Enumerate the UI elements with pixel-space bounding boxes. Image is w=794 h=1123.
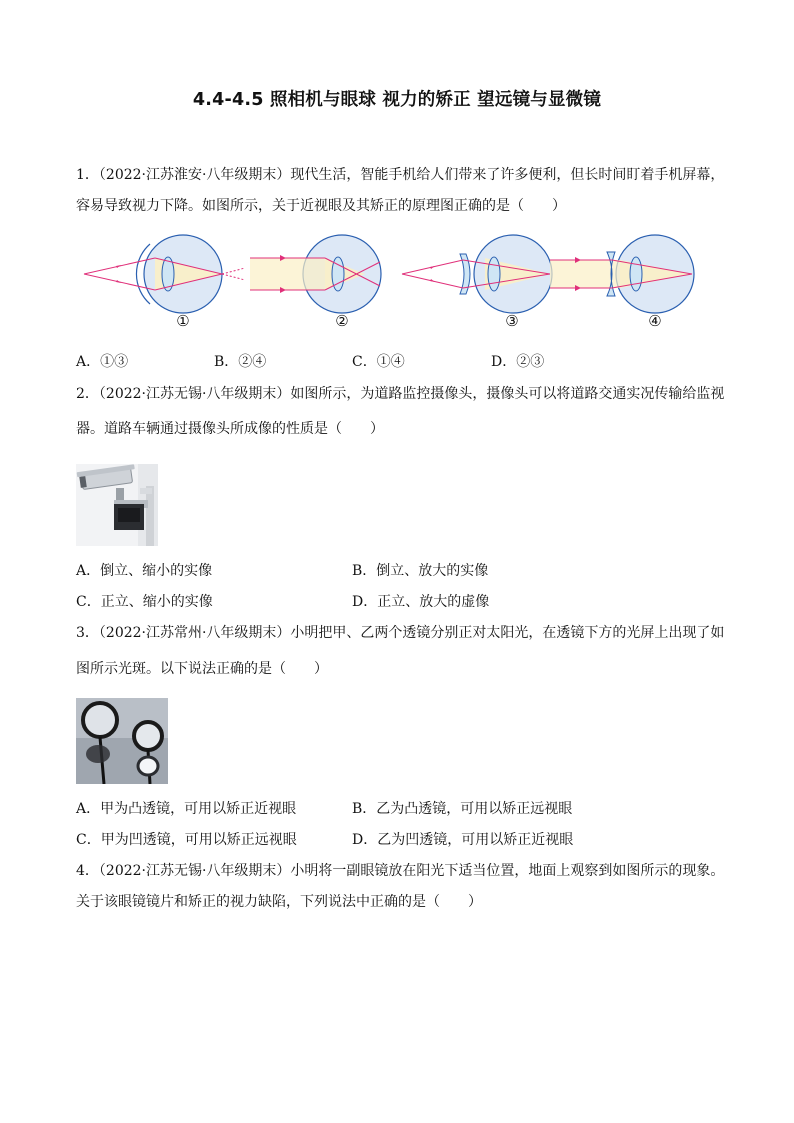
eye-diagram-1	[84, 235, 245, 313]
q2-option-d[interactable]: D．正立、放大的虚像	[352, 594, 490, 610]
question-3-text-line2: 图所示光斑。以下说法正确的是（ ）	[76, 661, 328, 677]
eye-diagram-2	[250, 235, 381, 313]
question-2-text-line2: 器。道路车辆通过摄像头所成像的性质是（ ）	[76, 421, 384, 437]
q3-option-b[interactable]: B．乙为凸透镜，可用以矫正远视眼	[352, 801, 573, 817]
question-2-text-line1: 2．（2022·江苏无锡·八年级期末）如图所示，为道路监控摄像头，摄像头可以将道路交通实况传输给监视	[76, 386, 725, 402]
eye-label-4: ④	[648, 312, 662, 330]
q1-option-c[interactable]: C．①④	[352, 354, 405, 370]
question-4-text-line1: 4．（2022·江苏无锡·八年级期末）小明将一副眼镜放在阳光下适当位置，地面上观察到如图所示的现象。	[76, 863, 725, 879]
question-4-text-line2: 关于该眼镜镜片和矫正的视力缺陷，下列说法中正确的是（ ）	[76, 894, 482, 910]
q2-option-a[interactable]: A．倒立、缩小的实像	[76, 563, 213, 579]
question-3-text-line1: 3．（2022·江苏常州·八年级期末）小明把甲、乙两个透镜分别正对太阳光，在透镜下方的光屏上出现了如	[76, 625, 725, 641]
surveillance-camera-image	[76, 464, 158, 546]
eye-diagram-4	[550, 235, 694, 313]
q3-option-c[interactable]: C．甲为凹透镜，可用以矫正远视眼	[76, 832, 297, 848]
question-1-text-line2: 容易导致视力下降。如图所示，关于近视眼及其矫正的原理图正确的是（ ）	[76, 198, 566, 214]
q1-option-a[interactable]: A．①③	[76, 354, 129, 370]
eye-label-2: ②	[335, 312, 349, 330]
eye-label-3: ③	[505, 312, 519, 330]
q2-option-c[interactable]: C．正立、缩小的实像	[76, 594, 213, 610]
page-title: 4.4-4.5 照相机与眼球 视力的矫正 望远镜与显微镜	[192, 90, 602, 110]
q2-option-b[interactable]: B．倒立、放大的实像	[352, 563, 489, 579]
q1-option-b[interactable]: B．②④	[214, 354, 267, 370]
eye-diagram-3	[402, 235, 552, 313]
q3-option-d[interactable]: D．乙为凹透镜，可用以矫正近视眼	[352, 832, 574, 848]
q1-option-d[interactable]: D．②③	[491, 354, 545, 370]
q3-option-a[interactable]: A．甲为凸透镜，可用以矫正近视眼	[76, 801, 297, 817]
question-1-text-line1: 1．（2022·江苏淮安·八年级期末）现代生活，智能手机给人们带来了许多便利，但长时间盯着手机屏幕，	[76, 167, 725, 183]
two-lenses-image	[76, 698, 168, 784]
eye-label-1: ①	[176, 312, 190, 330]
